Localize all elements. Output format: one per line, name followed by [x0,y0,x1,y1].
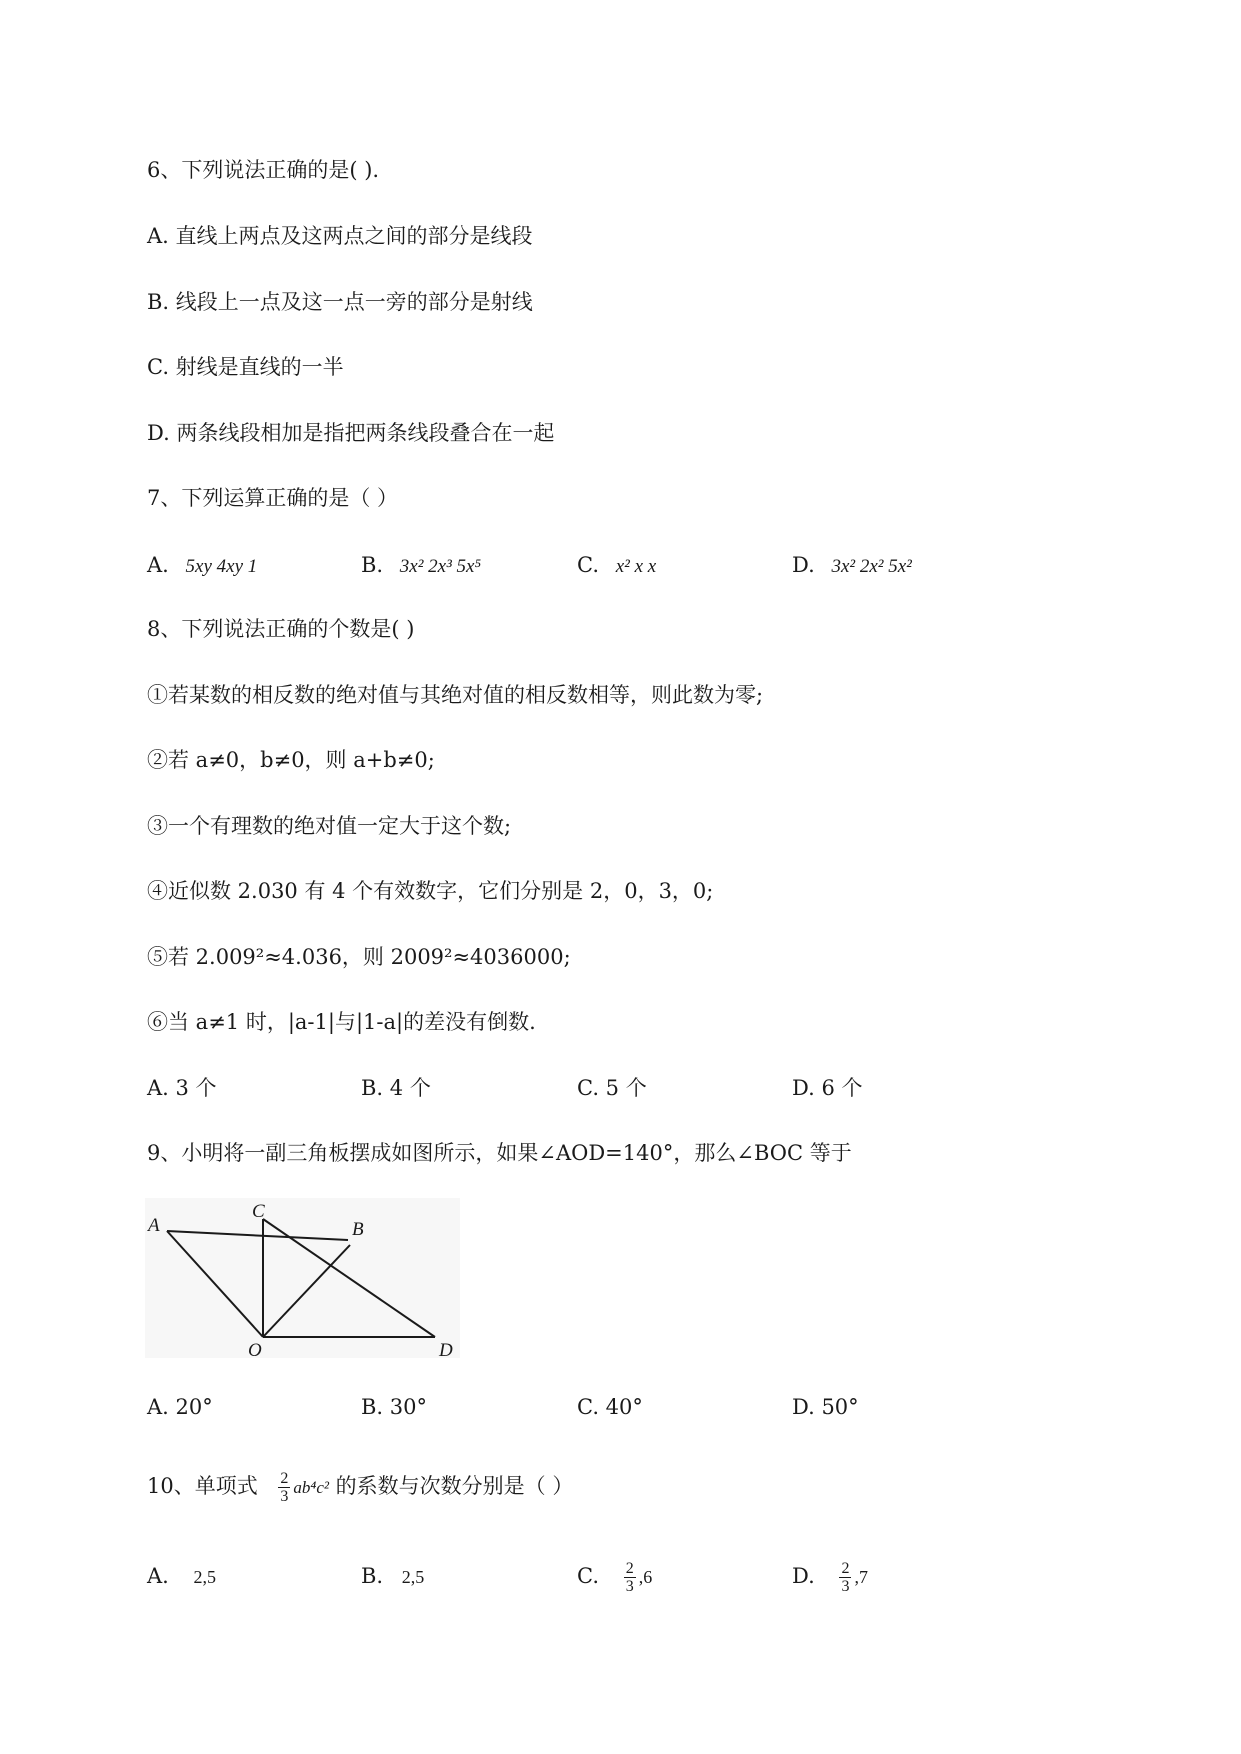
option-value: 2,5 [401,1567,425,1587]
option-fraction [839,1560,851,1595]
option-label: A. [147,553,169,577]
q10-option-a [147,1556,216,1597]
q10-option-b [361,1556,424,1597]
option-fraction [624,1560,636,1595]
q8-option-b: B. 4 个 [361,1076,431,1100]
option-label: C. [577,1564,599,1588]
q8-statement-1: ①若某数的相反数的绝对值与其绝对值的相反数相等，则此数为零; [147,683,764,707]
label-o: O [248,1340,262,1358]
option-value: ,6 [638,1567,653,1587]
math-expression: 3x² 2x³ 5x⁵ [399,556,482,577]
option-label: D. [792,553,815,577]
q10-option-c [577,1556,652,1597]
fraction-numerator: 2 [280,1470,289,1487]
fraction-denominator: 3 [280,1488,289,1505]
q9-option-d: D. 50° [792,1395,859,1419]
q6-option-c: C. 射线是直线的一半 [147,355,344,379]
q6-stem: 6、下列说法正确的是( ). [147,158,380,182]
fraction-denominator: 3 [625,1578,634,1595]
q8-stem: 8、下列说法正确的个数是( ) [147,617,415,641]
q10-monomial: ab⁴c² [293,1478,329,1497]
q9-option-b: B. 30° [361,1395,428,1419]
q10-fraction [278,1470,290,1505]
q10-stem-suffix: 的系数与次数分别是（ ） [335,1474,574,1498]
q6-option-d: D. 两条线段相加是指把两条线段叠合在一起 [147,421,555,445]
q10-option-d [792,1556,868,1597]
fraction-numerator: 2 [841,1560,850,1577]
q9-option-c: C. 40° [577,1395,643,1419]
math-expression: x² x x [615,556,657,577]
label-a: A [148,1215,160,1236]
q10-stem [147,1466,573,1508]
q9-stem: 9、小明将一副三角板摆成如图所示，如果∠AOD=140°，那么∠BOC 等于 [147,1141,852,1165]
option-label: B. [361,1564,384,1588]
q8-option-a: A. 3 个 [147,1076,217,1100]
math-expression: 3x² 2x² 5x² [831,556,912,577]
option-label: A. [147,1564,169,1588]
q9-option-a: A. 20° [147,1395,213,1419]
label-b: B [352,1219,364,1240]
q10-stem-prefix: 10、单项式 [147,1474,258,1498]
option-value: 2,5 [193,1567,217,1587]
q8-statement-6: ⑥当 a≠1 时，|a-1|与|1-a|的差没有倒数. [147,1010,536,1034]
q7-option-b [361,551,481,581]
label-c: C [252,1201,265,1222]
q8-statement-4: ④近似数 2.030 有 4 个有效数字，它们分别是 2，0，3，0; [147,879,714,903]
fraction-numerator: 2 [625,1560,634,1577]
q8-statement-5: ⑤若 2.009²≈4.036，则 2009²≈4036000; [147,945,571,969]
q7-option-c [577,551,656,581]
option-label: B. [361,553,384,577]
q8-option-c: C. 5 个 [577,1076,647,1100]
q7-option-d [792,551,912,581]
q8-statement-3: ③一个有理数的绝对值一定大于这个数; [147,814,512,838]
q8-statement-2: ②若 a≠0，b≠0，则 a+b≠0; [147,748,435,772]
q6-option-a: A. 直线上两点及这两点之间的部分是线段 [147,224,533,248]
q7-stem: 7、下列运算正确的是（ ） [147,486,399,510]
math-expression: 5xy 4xy 1 [185,556,258,577]
q7-option-a [147,551,257,581]
label-d: D [439,1340,453,1358]
q8-option-d: D. 6 个 [792,1076,863,1100]
figure-background [145,1198,460,1358]
fraction-denominator: 3 [841,1578,850,1595]
option-value: ,7 [854,1567,868,1587]
option-label: D. [792,1564,815,1588]
option-label: C. [577,553,599,577]
q6-option-b: B. 线段上一点及这一点一旁的部分是射线 [147,290,533,314]
triangle-set-figure [145,1198,460,1358]
